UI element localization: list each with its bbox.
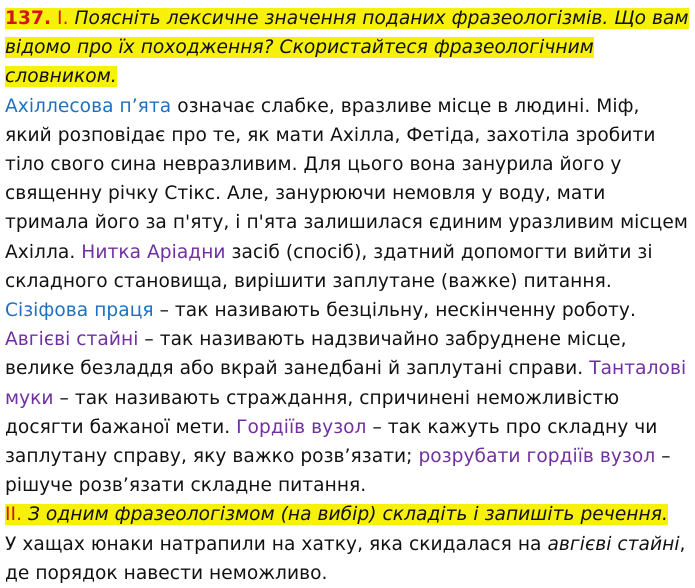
text-ariadne: засіб (спосіб), здатний допомогти вийти зі складного становища, вирішити заплутане (важке) питання.	[5, 241, 653, 292]
text-sisyphus: – так називають безцільну, нескінченну роботу.	[153, 300, 636, 322]
exercise-number: 137.	[5, 8, 52, 29]
text-augean: – так називають надзвичайно забруднене місце, велике безладдя або вкрай занедбані й заплутані справи.	[5, 329, 627, 380]
task-2-paragraph	[5, 500, 691, 529]
text-cut-gordian: – рішуче розв’язати складне питання.	[5, 446, 671, 497]
paragraph-achilles	[5, 92, 691, 296]
term-cut-gordian-knot: розрубати гордіїв вузол	[418, 446, 656, 468]
task-2-roman: ІІ.	[5, 504, 23, 526]
task-1-text: Поясніть лексичне значення поданих фразеологізмів. Що вам відомо про їх походження? Скористайтеся фразеологічним словником.	[5, 8, 689, 88]
answer-paragraph	[5, 530, 691, 588]
term-augean-stables: Авгієві стайні	[5, 329, 139, 351]
task-2-text: З одним фразеологізмом (на вибір) складіть і запишіть речення.	[22, 504, 668, 526]
term-sisyphean-labor: Сізіфова праця	[5, 300, 154, 322]
answer-italic-term: авгієві стайні	[547, 533, 680, 555]
term-gordian-knot: Гордіїв вузол	[236, 416, 367, 438]
exercise-page	[5, 4, 691, 588]
paragraph-augean	[5, 325, 691, 500]
term-ariadne-thread: Нитка Аріадни	[81, 241, 226, 263]
task-1-highlight	[5, 8, 689, 87]
task-1-roman: І.	[57, 8, 69, 29]
term-tantalus-torment: Танталові муки	[5, 358, 687, 409]
term-achilles-heel: Ахіллесова п’ята	[5, 95, 172, 117]
answer-text-1: У хащах юнаки натрапили на хатку, яка скидалася на	[5, 533, 548, 555]
task-2-highlight	[5, 504, 668, 525]
answer-text-2: , де порядок навести неможливо.	[5, 533, 686, 584]
text-gordian: – так кажуть про складну чи заплутану справу, яку важко розв’язати;	[5, 416, 658, 468]
text-achilles: означає слабке, вразливе місце в людині. Міф, який розповідає про те, як мати Ахілла, Фетіда, захотіла зробити тіло свого сина невразливим. Для цього вона занурила його у священну річку Стікс. Але, занурюючи немовля у воду, мати тримала його за п'яту, і п'ята залишилася єдиним уразливим місцем Ахілла.	[5, 95, 688, 263]
task-1-paragraph	[5, 4, 691, 92]
paragraph-sisyphus	[5, 296, 691, 325]
text-tantalus: – так називають страждання, спричинені неможливістю досягти бажаної мети.	[5, 387, 620, 438]
